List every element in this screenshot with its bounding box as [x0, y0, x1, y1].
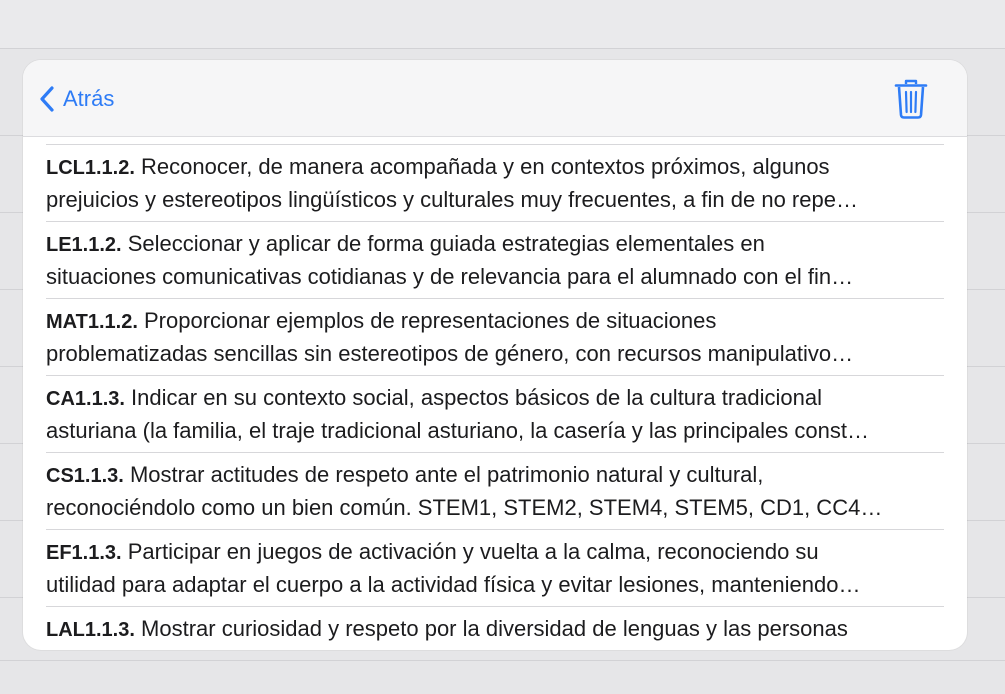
trash-icon — [893, 78, 929, 120]
criterion-text: Mostrar actitudes de respeto ante el patrimonio natural y cultural, — [123, 462, 764, 487]
criterion-code: CA1.1.3. — [46, 388, 125, 410]
back-button[interactable] — [39, 82, 114, 116]
list-item[interactable] — [46, 298, 944, 375]
criterion-code: LCL1.1.2. — [46, 157, 135, 179]
back-label: Atrás — [63, 86, 115, 111]
list-item[interactable] — [46, 375, 944, 452]
criterion-code: EF1.1.3. — [46, 542, 122, 564]
criterion-text: Indicar en su contexto social, aspectos básicos de la cultura tradicional — [124, 385, 822, 410]
criterion-code: LE1.1.2. — [46, 234, 122, 256]
criterion-text-cont: prejuicios y estereotipos lingüísticos y culturales muy frecuentes, a fin de no repe… — [46, 187, 858, 212]
criterion-text: Participar en juegos de activación y vuelta a la calma, reconociendo su — [121, 539, 819, 564]
list-item-text — [46, 382, 944, 447]
modal-sheet — [23, 60, 967, 650]
background-divider — [0, 48, 1005, 49]
background-divider — [0, 660, 1005, 661]
criterion-code: MAT1.1.2. — [46, 311, 138, 333]
criterion-text-cont: problematizadas sencillas sin estereotipos de género, con recursos manipulativo… — [46, 341, 854, 366]
criterion-text-cont: utilidad para adaptar el cuerpo a la actividad física y evitar lesiones, manteniendo… — [46, 572, 861, 597]
list-item[interactable] — [46, 144, 944, 221]
criterion-text: Seleccionar y aplicar de forma guiada estrategias elementales en — [121, 231, 765, 256]
list-item-text — [46, 228, 944, 293]
criterion-text-cont: asturiana (la familia, el traje tradicional asturiano, la casería y las principales const… — [46, 418, 869, 443]
list-item[interactable] — [46, 452, 944, 529]
chevron-left-icon — [39, 86, 55, 112]
criterion-text-cont: reconociéndolo como un bien común. STEM1, STEM2, STEM4, STEM5, CD1, CC4… — [46, 495, 883, 520]
criterion-text: Proporcionar ejemplos de representaciones de situaciones — [137, 308, 717, 333]
criterion-code: CS1.1.3. — [46, 465, 124, 487]
list-item[interactable] — [46, 221, 944, 298]
list-item-text — [46, 613, 944, 646]
criteria-list — [23, 60, 967, 650]
list-item-text — [46, 536, 944, 601]
list-item[interactable] — [46, 606, 944, 650]
list-item-text — [46, 459, 944, 524]
list-item-text — [46, 305, 944, 370]
list-item[interactable] — [46, 529, 944, 606]
list-item-text — [46, 151, 944, 216]
background-band — [0, 0, 1005, 48]
criterion-text: Reconocer, de manera acompañada y en contextos próximos, algunos — [134, 154, 830, 179]
delete-button[interactable] — [893, 78, 929, 120]
criterion-text-cont: situaciones comunicativas cotidianas y de relevancia para el alumnado con el fin… — [46, 264, 854, 289]
criterion-code: LAL1.1.3. — [46, 619, 135, 641]
navigation-bar — [23, 60, 967, 137]
criterion-text: Mostrar curiosidad y respeto por la diversidad de lenguas y las personas — [134, 616, 848, 641]
